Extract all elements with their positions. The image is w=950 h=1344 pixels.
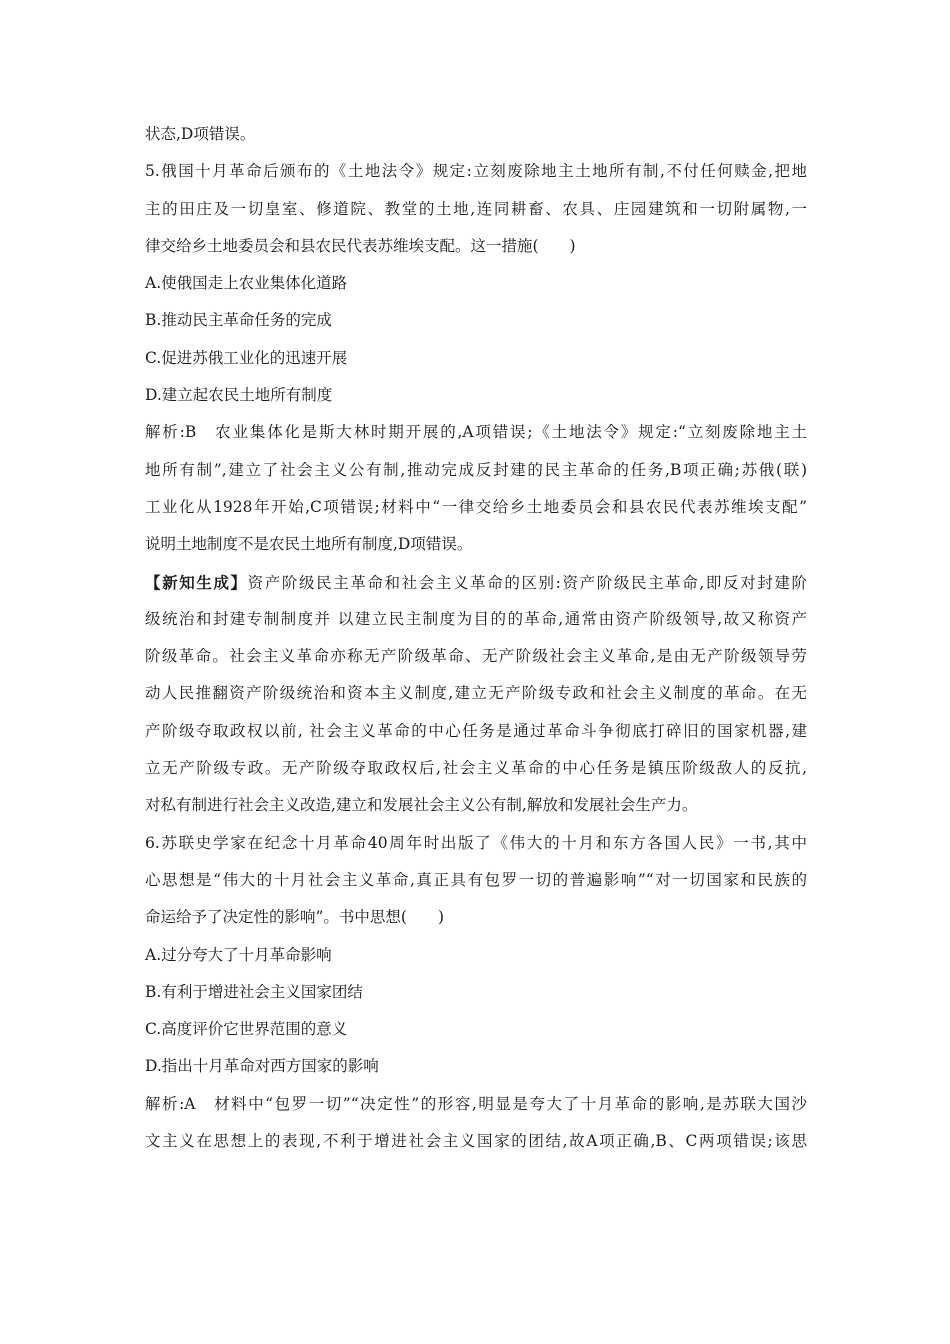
- new-knowledge-text: 资产阶级民主革命和社会主义革命的区别:资产阶级民主革命,即反对封建阶: [247, 573, 807, 592]
- question-5-stem: 律交给乡土地委员会和县农民代表苏维埃支配。这一措施( ): [145, 236, 576, 255]
- analysis-text: 解析:B 农业集体化是斯大林时期开展的,A项错误;《土地法令》规定:“立刻废除地主土: [145, 423, 807, 442]
- option-a: A.使俄国走上农业集体化道路: [145, 274, 348, 293]
- analysis-text: 文主义在思想上的表现,不利于增进社会主义国家的团结,故A项正确,B、C两项错误;该思: [145, 1132, 807, 1151]
- option-b: B.有利于增进社会主义国家团结: [145, 982, 363, 1001]
- question-6-stem: 命运给予了决定性的影响”。书中思想( ): [145, 908, 445, 927]
- new-knowledge-text: 阶级革命。社会主义革命亦称无产阶级革命、无产阶级社会主义革命,是由无产阶级领导劳: [145, 647, 807, 666]
- analysis-text: 说明土地制度不是农民土地所有制度,D项错误。: [145, 535, 473, 554]
- option-c: C.高度评价它世界范围的意义: [145, 1020, 348, 1039]
- new-knowledge-text: 立无产阶级专政。无产阶级夺取政权后,社会主义革命的中心任务是镇压阶级敌人的反抗,: [145, 759, 807, 778]
- new-knowledge-line: [145, 564, 807, 601]
- option-b: B.推动民主革命任务的完成: [145, 311, 332, 330]
- document-body: [145, 116, 807, 1160]
- question-5-stem: 主的田庄及一切皇室、修道院、教堂的土地,连同耕畜、农具、庄园建筑和一切附属物,一: [145, 199, 807, 218]
- new-knowledge-text: 对私有制进行社会主义改造,建立和发展社会主义公有制,解放和发展社会生产力。: [145, 796, 698, 815]
- option-d: D.建立起农民土地所有制度: [145, 386, 333, 405]
- question-6-stem: 心思想是“伟大的十月社会主义革命,真正具有包罗一切的普遍影响”“对一切国家和民族的: [145, 870, 807, 889]
- new-knowledge-text: 级统治和封建专制制度并 以建立民主制度为目的的革命,通常由资产阶级领导,故又称资产: [145, 609, 807, 628]
- text-line: 状态,D项错误。: [145, 125, 256, 143]
- analysis-text: 地所有制”,建立了社会主义公有制,推动完成反封建的民主革命的任务,B项正确;苏俄(联): [145, 460, 807, 479]
- option-d: D.指出十月革命对西方国家的影响: [145, 1057, 379, 1076]
- new-knowledge-text: 动人民推翻资产阶级统治和资本主义制度,建立无产阶级专政和社会主义制度的革命。在无: [145, 684, 807, 703]
- new-knowledge-tag: 【新知生成】: [145, 572, 248, 592]
- analysis-text: 解析:A 材料中“包罗一切”“决定性”的形容,明显是夸大了十月革命的影响,是苏联大国沙: [145, 1094, 807, 1113]
- question-5-stem: 5.俄国十月革命后颁布的《土地法令》规定:立刻废除地主土地所有制,不付任何赎金,把地: [145, 162, 807, 181]
- option-c: C.促进苏俄工业化的迅速开展: [145, 348, 348, 367]
- option-a: A.过分夸大了十月革命影响: [145, 945, 332, 964]
- new-knowledge-text: 产阶级夺取政权以前, 社会主义革命的中心任务是通过革命斗争彻底打碎旧的国家机器,建: [145, 721, 807, 740]
- question-6-stem: 6.苏联史学家在纪念十月革命40周年时出版了《伟大的十月和东方各国人民》一书,其中: [145, 833, 807, 852]
- analysis-text: 工业化从1928年开始,C项错误;材料中“一律交给乡土地委员会和县农民代表苏维埃支配”: [145, 497, 807, 516]
